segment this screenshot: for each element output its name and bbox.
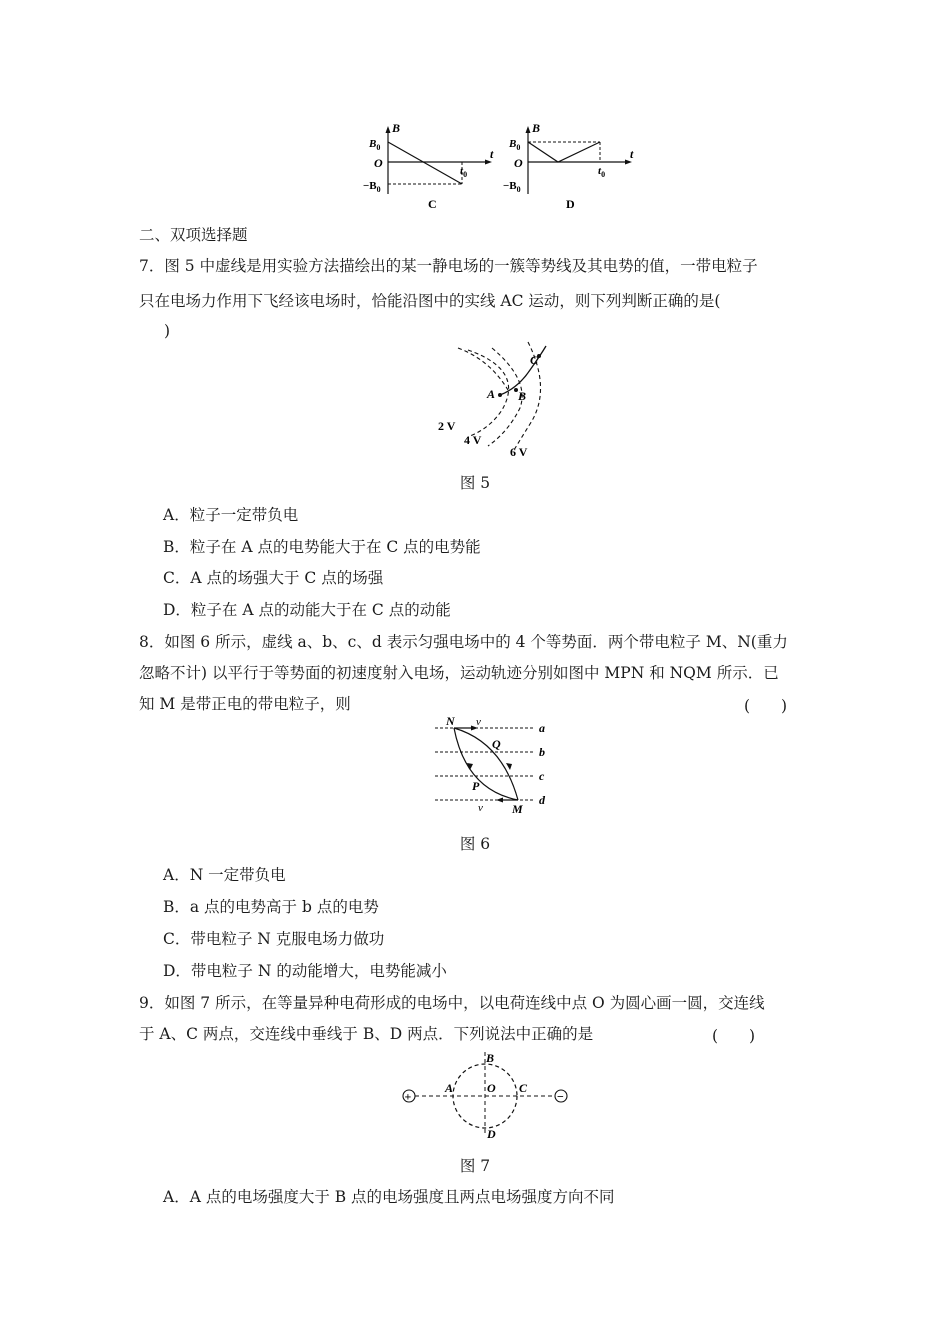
figure-5-equipotential: [430, 340, 570, 462]
fig7-point-d: D: [487, 1127, 496, 1141]
figure-d-graph: [500, 118, 640, 213]
fig7-point-b: B: [486, 1051, 495, 1065]
fig5-point-c: C: [530, 353, 539, 367]
q9-stem-line2: 于 A、C 两点，交连线中垂线于 B、D 两点．下列说法中正确的是: [139, 1025, 594, 1043]
q8-stem-line3: 知 M 是带正电的带电粒子，则: [139, 695, 351, 713]
fig6-velocity-top: v: [476, 716, 481, 728]
fig6-point-m: M: [512, 802, 523, 816]
c-label: C: [428, 197, 437, 211]
q8-option-b: B．a 点的电势高于 b 点的电势: [163, 898, 379, 916]
d-t0: $t_0$: [598, 165, 606, 179]
fig7-point-o: O: [487, 1081, 496, 1095]
q7-stem-line2: 只在电场力作用下飞经该电场时，恰能沿图中的实线 AC 运动，则下列判断正确的是(: [139, 292, 721, 310]
q7-stem-line1: 7．图 5 中虚线是用实验方法描绘出的某一静电场的一簇等势线及其电势的值，一带电粒子: [139, 257, 758, 275]
section-title: 二、双项选择题: [139, 226, 248, 244]
fig6-label-c: c: [539, 769, 545, 783]
q8-option-c: C．带电粒子 N 克服电场力做功: [163, 930, 385, 948]
c-neg-b0: $-B_0$: [363, 180, 381, 194]
d-axis-x: t: [630, 147, 634, 161]
fig6-velocity-bottom: v: [478, 802, 483, 814]
fig6-point-q: Q: [492, 737, 501, 751]
q7-option-c: C．A 点的场强大于 C 点的场强: [163, 569, 384, 587]
q8-option-d: D．带电粒子 N 的动能增大，电势能减小: [163, 962, 447, 980]
fig7-point-c: C: [519, 1081, 528, 1095]
fig6-point-p: P: [472, 779, 480, 793]
q8-answer-paren: ( ): [744, 697, 788, 715]
figure-c-graph: [360, 118, 500, 213]
c-axis-x: t: [490, 147, 494, 161]
fig6-label-d: d: [539, 793, 545, 807]
q9-stem-line1: 9．如图 7 所示，在等量异种电荷形成的电场中，以电荷连线中点 O 为圆心画一圆，交连线: [139, 994, 765, 1012]
fig6-point-n: N: [446, 714, 455, 728]
figure-7-dipole-circle: [395, 1042, 575, 1142]
q8-option-a: A．N 一定带负电: [163, 866, 286, 884]
q7-option-a: A．粒子一定带负电: [163, 506, 299, 524]
q8-stem-line1: 8．如图 6 所示，虚线 a、b、c、d 表示匀强电场中的 4 个等势面．两个带电粒子 M、N(重力: [139, 633, 788, 651]
fig7-point-a: A: [445, 1081, 454, 1095]
d-origin: O: [514, 156, 523, 170]
fig5-label-2v: 2 V: [438, 419, 456, 433]
fig6-label-a: a: [539, 721, 545, 735]
q7-option-d: D．粒子在 A 点的动能大于在 C 点的动能: [163, 601, 451, 619]
q9-answer-paren: ( ): [712, 1027, 756, 1045]
fig5-label-4v: 4 V: [464, 433, 482, 447]
figure-5-caption: 图 5: [459, 474, 491, 492]
figure-6-trajectories: [430, 712, 560, 817]
fig5-point-b: B: [518, 389, 527, 403]
fig6-label-b: b: [539, 745, 545, 759]
d-b0: $B_0$: [509, 138, 521, 152]
d-label: D: [566, 197, 575, 211]
c-origin: O: [374, 156, 383, 170]
q9-option-a: A．A 点的电场强度大于 B 点的电场强度且两点电场强度方向不同: [163, 1188, 615, 1206]
c-t0: $t_0$: [460, 165, 468, 179]
fig7-negative-charge: −: [557, 1089, 564, 1104]
q7-option-b: B．粒子在 A 点的电势能大于在 C 点的电势能: [163, 538, 481, 556]
fig5-point-a: A: [487, 387, 496, 401]
c-axis-y: B: [392, 121, 401, 135]
c-b0: $B_0$: [369, 138, 381, 152]
figure-7-caption: 图 7: [459, 1157, 491, 1175]
q7-stem-line3: ): [164, 322, 171, 340]
d-axis-y: B: [532, 121, 541, 135]
d-neg-b0: $-B_0$: [503, 180, 521, 194]
fig7-positive-charge: +: [404, 1089, 412, 1104]
q8-stem-line2: 忽略不计) 以平行于等势面的初速度射入电场，运动轨迹分别如图中 MPN 和 NQM 所示．已: [139, 664, 779, 682]
figure-6-caption: 图 6: [459, 835, 491, 853]
fig5-label-6v: 6 V: [510, 445, 528, 459]
